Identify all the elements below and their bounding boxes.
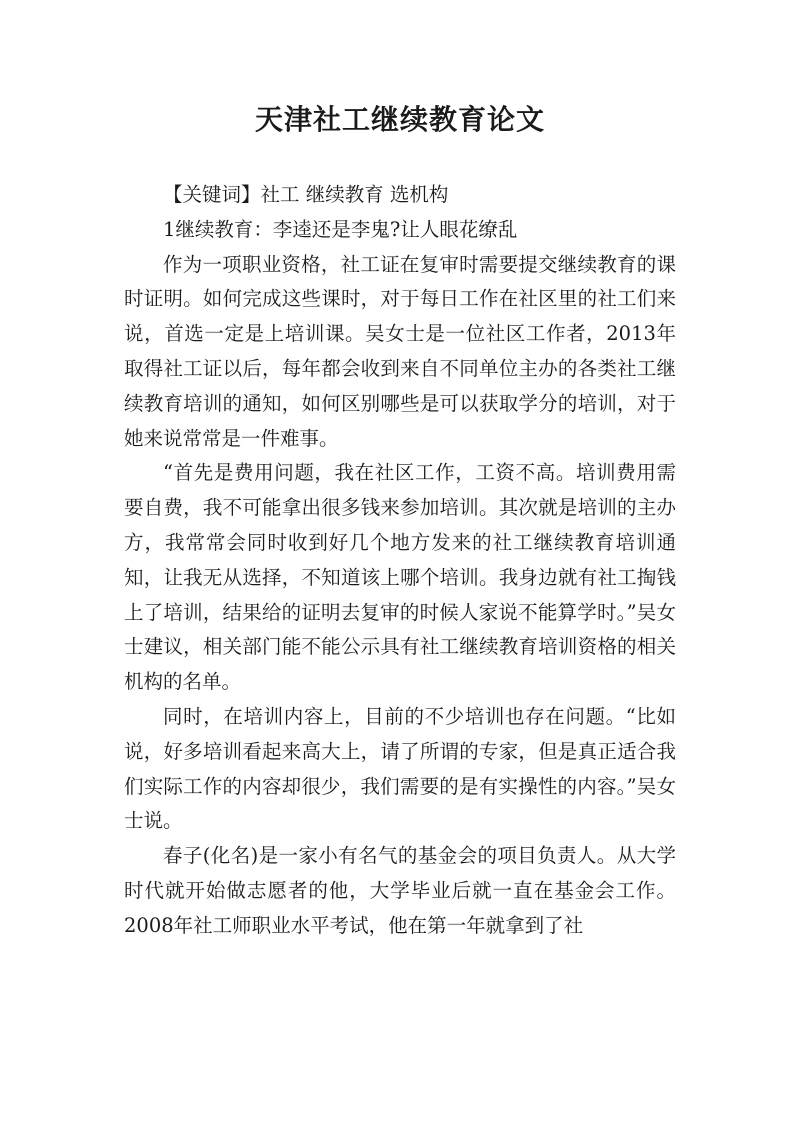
section-heading: 1继续教育：李逵还是李鬼?让人眼花缭乱 <box>163 217 518 241</box>
paragraph: “首先是费用问题，我在社区工作，工资不高。培训费用需要自费，我不可能拿出很多钱来参加培训。其次就是培训的主办方，我常常会同时收到好几个地方发来的社工继续教育培训通知，让我无从选择，不知道该上哪个培训。我身边就有社工掏钱上了培训，结果给的证明去复审的时候人家说不能算学时。”吴女士建议，相关部门能不能公示具有社工继续教育培训资格的相关机构的名单。 <box>124 461 676 694</box>
paragraph: 同时，在培训内容上，目前的不少培训也存在问题。“比如说，好多培训看起来高大上，请了所谓的专家，但是真正适合我们实际工作的内容却很少，我们需要的是有实操性的内容。”吴女士说。 <box>124 704 676 833</box>
document-title: 天津社工继续教育论文 <box>254 103 545 136</box>
paragraph: 作为一项职业资格，社工证在复审时需要提交继续教育的课时证明。如何完成这些课时，对于每日工作在社区里的社工们来说，首选一定是上培训课。吴女士是一位社区工作者，2013年取得社工证以后，每年都会收到来自不同单位主办的各类社工继续教育培训的通知，如何区别哪些是可以获取学分的培训，对于她来说常常是一件难事。 <box>124 252 676 450</box>
document-body <box>124 178 676 944</box>
paragraph: 春子(化名)是一家小有名气的基金会的项目负责人。从大学时代就开始做志愿者的他，大学毕业后就一直在基金会工作。2008年社工师职业水平考试，他在第一年就拿到了社 <box>124 844 676 937</box>
keywords-line: 【关键词】社工 继续教育 选机构 <box>163 183 449 206</box>
